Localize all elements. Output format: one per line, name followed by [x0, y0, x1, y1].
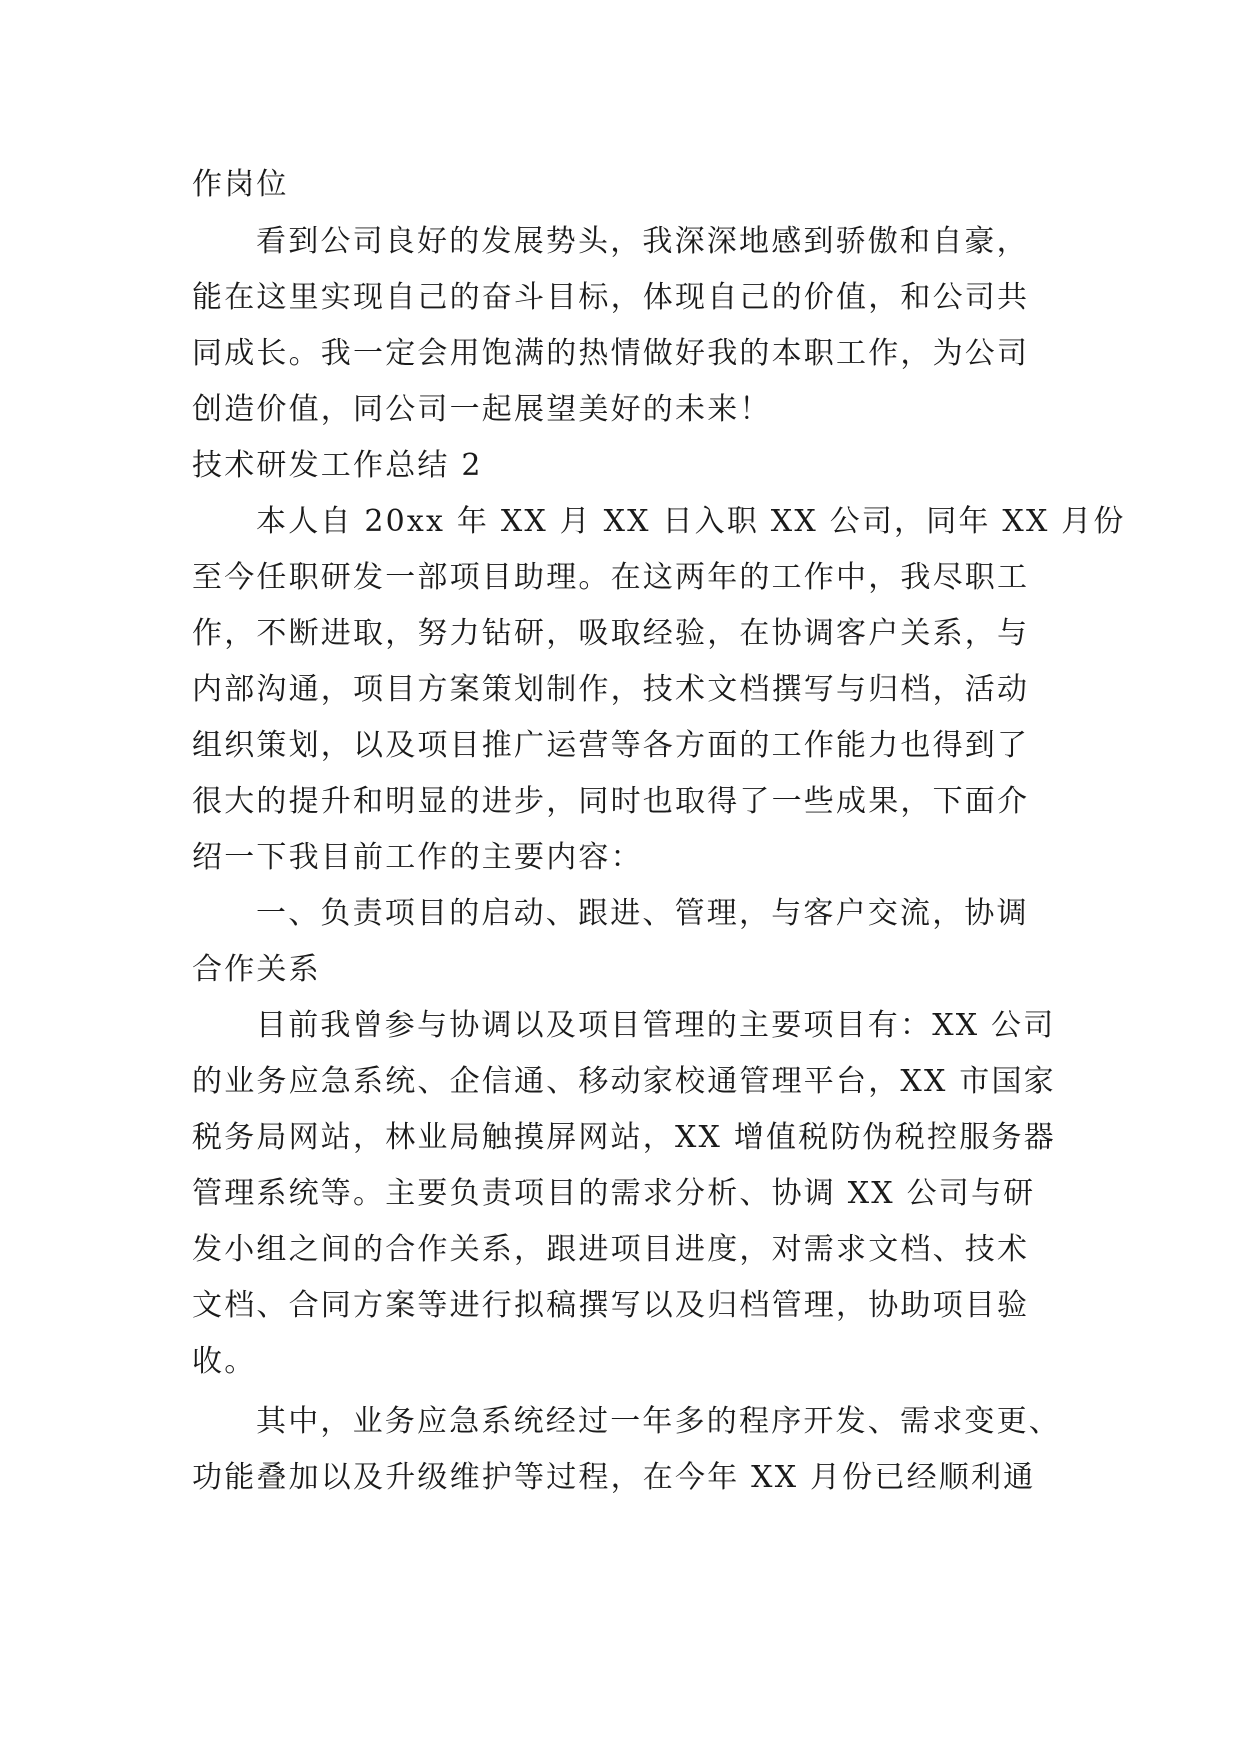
section-heading: 技术研发工作总结 2 — [192, 448, 483, 483]
text-line: 作，不断进取，努力钻研，吸取经验，在协调客户关系，与 — [192, 616, 1030, 651]
text-line: 税务局网站，林业局触摸屏网站，XX 增值税防伪税控服务器 — [192, 1120, 1056, 1155]
text-line: 管理系统等。主要负责项目的需求分析、协调 XX 公司与研 — [192, 1176, 1036, 1211]
paragraph-start: 本人自 20xx 年 XX 月 XX 日入职 XX 公司，同年 XX 月份 — [256, 504, 1126, 539]
text-line: 很大的提升和明显的进步，同时也取得了一些成果，下面介 — [192, 784, 1030, 819]
text-line: 的业务应急系统、企信通、移动家校通管理平台，XX 市国家 — [192, 1064, 1056, 1099]
text-line: 合作关系 — [192, 952, 321, 987]
paragraph-start: 看到公司良好的发展势头，我深深地感到骄傲和自豪， — [256, 224, 1029, 259]
paragraph-start: 一、负责项目的启动、跟进、管理，与客户交流，协调 — [256, 896, 1029, 931]
text-line: 同成长。我一定会用饱满的热情做好我的本职工作，为公司 — [192, 336, 1030, 371]
text-line: 内部沟通，项目方案策划制作，技术文档撰写与归档，活动 — [192, 672, 1030, 707]
text-line: 文档、合同方案等进行拟稿撰写以及归档管理，协助项目验 — [192, 1288, 1030, 1323]
paragraph-start: 其中，业务应急系统经过一年多的程序开发、需求变更、 — [256, 1404, 1061, 1439]
text-line: 组织策划，以及项目推广运营等各方面的工作能力也得到了 — [192, 728, 1030, 763]
text-line: 收。 — [192, 1344, 257, 1379]
text-line: 能在这里实现自己的奋斗目标，体现自己的价值，和公司共 — [192, 280, 1030, 315]
text-line: 创造价值，同公司一起展望美好的未来！ — [192, 392, 772, 427]
text-line: 发小组之间的合作关系，跟进项目进度，对需求文档、技术 — [192, 1232, 1030, 1267]
text-line: 至今任职研发一部项目助理。在这两年的工作中，我尽职工 — [192, 560, 1030, 595]
paragraph-start: 目前我曾参与协调以及项目管理的主要项目有：XX 公司 — [256, 1008, 1056, 1043]
text-line: 功能叠加以及升级维护等过程，在今年 XX 月份已经顺利通 — [192, 1460, 1036, 1495]
text-line: 作岗位 — [192, 167, 289, 202]
text-line: 绍一下我目前工作的主要内容： — [192, 840, 643, 875]
